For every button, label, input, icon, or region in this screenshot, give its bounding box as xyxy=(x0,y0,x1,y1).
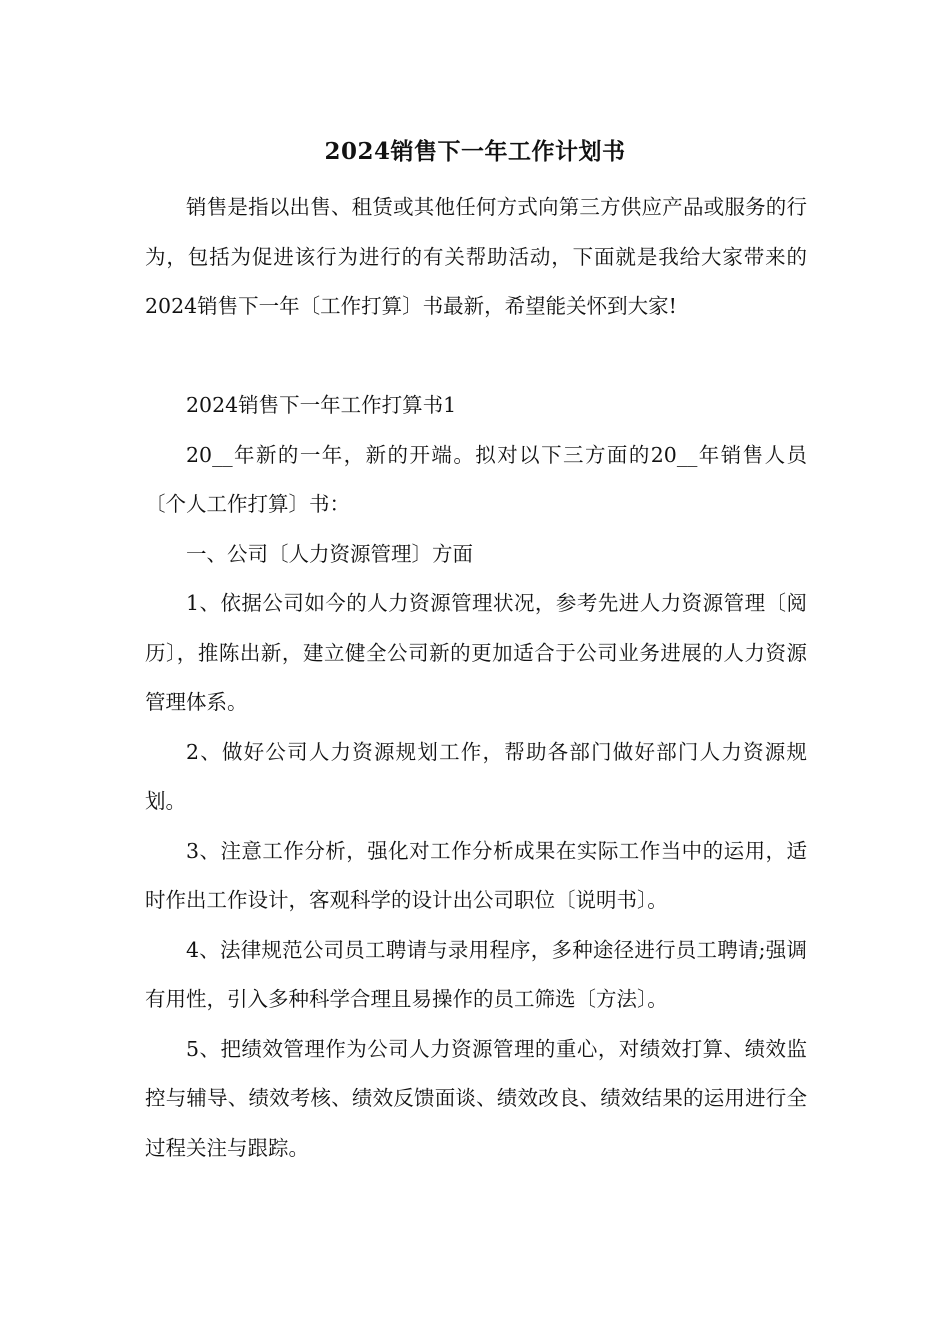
subsection-heading: 一、公司〔人力资源管理〕方面 xyxy=(186,541,473,566)
list-item-4: 4、法律规范公司员工聘请与录用程序，多种途径进行员工聘请;强调有用性，引入多种科学合理且易操作的员工筛选〔方法〕。 xyxy=(145,937,807,1011)
blank-line xyxy=(145,332,807,382)
list-item-3: 3、注意工作分析，强化对工作分析成果在实际工作当中的运用，适时作出工作设计，客观科学的设计出公司职位〔说明书〕。 xyxy=(145,838,807,912)
list-item-1: 1、依据公司如今的人力资源管理状况，参考先进人力资源管理〔阅历〕，推陈出新，建立健全公司新的更加适合于公司业务进展的人力资源管理体系。 xyxy=(145,591,807,714)
document-body xyxy=(145,183,807,1173)
body-paragraph: 20__年新的一年，新的开端。拟对以下三方面的20__年销售人员〔个人工作打算〕书： xyxy=(145,442,807,516)
section-heading: 2024销售下一年工作打算书1 xyxy=(186,393,457,417)
document-title: 2024销售下一年工作计划书 xyxy=(324,138,626,165)
list-item-5: 5、把绩效管理作为公司人力资源管理的重心，对绩效打算、绩效监控与辅导、绩效考核、绩效反馈面谈、绩效改良、绩效结果的运用进行全过程关注与跟踪。 xyxy=(145,1036,807,1160)
list-item-2: 2、做好公司人力资源规划工作，帮助各部门做好部门人力资源规划。 xyxy=(145,739,807,813)
intro-paragraph: 销售是指以出售、租赁或其他任何方式向第三方供应产品或服务的行为，包括为促进该行为进行的有关帮助活动，下面就是我给大家带来的2024销售下一年〔工作打算〕书最新，希望能关怀到大家! xyxy=(145,195,807,318)
